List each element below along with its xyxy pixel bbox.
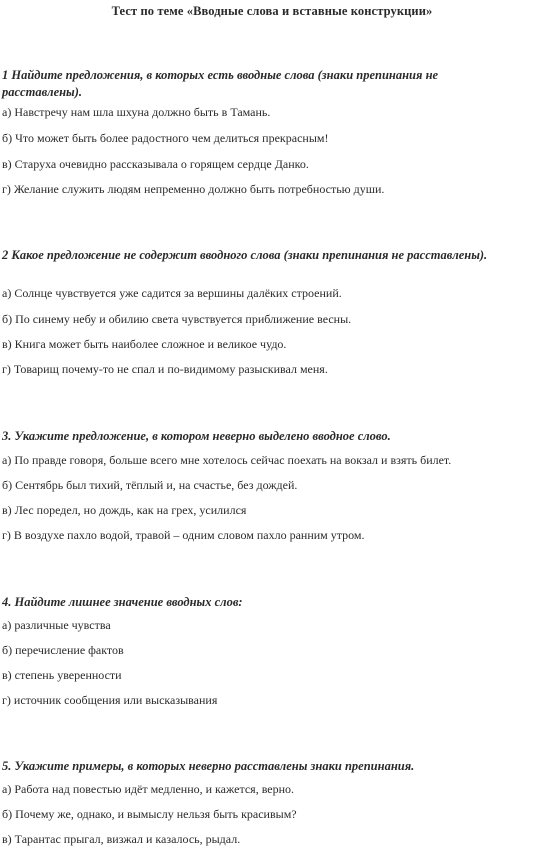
question-5-heading: 5. Укажите примеры, в которых неверно расставлены знаки препинания. [2,759,415,773]
question-4-option-c: в) степень уверенности [2,668,122,682]
question-3-heading: 3. Укажите предложение, в котором неверно выделено вводное слово. [2,429,391,443]
question-1-heading: 1 Найдите предложения, в которых есть вводные слова (знаки препинания не расставлены). [2,68,439,99]
question-1-option-b: б) Что может быть более радостного чем делиться прекрасным! [2,131,329,145]
question-2-option-a: а) Солнце чувствуется уже садится за вершины далёких строений. [2,286,342,300]
question-2-option-b: б) По синему небу и обилию света чувствуется приближение весны. [2,312,352,326]
question-3-option-b: б) Сентябрь был тихий, тёплый и, на счастье, без дождей. [2,478,298,492]
question-4-heading: 4. Найдите лишнее значение вводных слов: [2,595,243,609]
question-1-option-c: в) Старуха очевидно рассказывала о горящем сердце Данко. [2,157,309,171]
question-2-option-c: в) Книга может быть наиболее сложное и великое чудо. [2,337,287,351]
question-4-option-b: б) перечисление фактов [2,643,124,657]
question-3-option-d: г) В воздухе пахло водой, травой – одним словом пахло ранним утром. [2,528,365,542]
question-2-option-d: г) Товарищ почему-то не спал и по-видимому разыскивал меня. [2,362,328,376]
question-3-option-c: в) Лес поредел, но дождь, как на грех, усилился [2,503,247,517]
page-title: Тест по теме «Вводные слова и вставные конструкции» [111,4,433,18]
question-1-option-a: а) Навстречу нам шла шхуна должно быть в Тамань. [2,105,271,119]
question-3-option-a: а) По правде говоря, больше всего мне хотелось сейчас поехать на вокзал и взять билет. [2,453,452,467]
question-5-option-a: а) Работа над повестью идёт медленно, и кажется, верно. [2,782,295,796]
question-2-heading: 2 Какое предложение не содержит вводного слова (знаки препинания не расставлены). [2,248,488,262]
question-5-option-b: б) Почему же, однако, и вымыслу нельзя быть красивым? [2,807,297,821]
question-5-option-c: в) Тарантас прыгал, визжал и казалось, рыдал. [2,832,241,846]
question-4-option-a: а) различные чувства [2,618,111,632]
question-4-option-d: г) источник сообщения или высказывания [2,693,218,707]
question-1-option-d: г) Желание служить людям непременно должно быть потребностью души. [2,182,385,196]
